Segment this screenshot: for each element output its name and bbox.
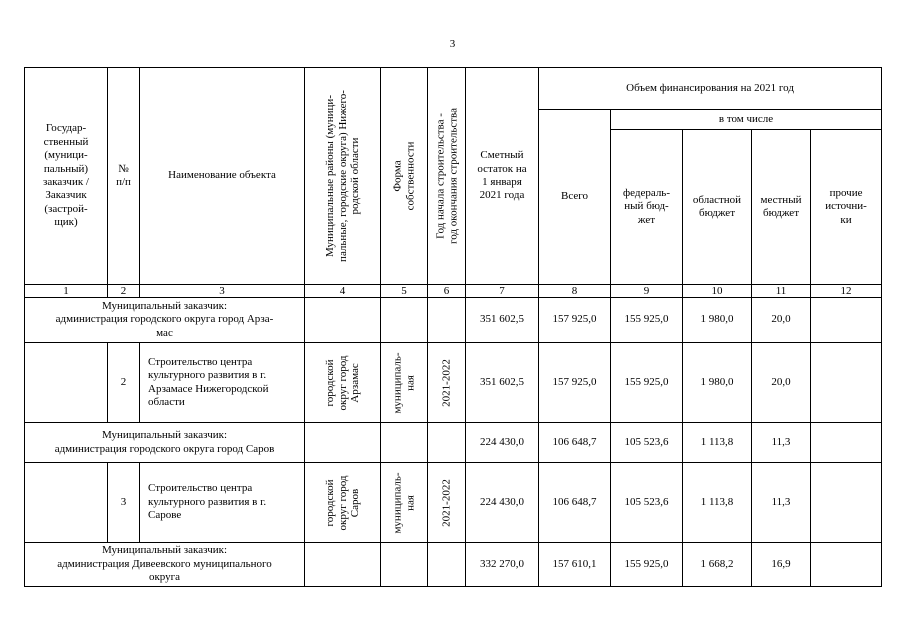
empty-cell [428, 423, 466, 463]
local-value: 20,0 [752, 343, 811, 423]
object-ownership: муниципаль- ная [381, 463, 428, 543]
header-years: Год начала строительства - год окончания строительства [428, 68, 466, 285]
regional-value: 1 980,0 [683, 343, 752, 423]
object-number: 2 [108, 343, 140, 423]
object-row [25, 343, 882, 423]
empty-cell [305, 298, 381, 343]
local-value: 20,0 [752, 298, 811, 343]
header-local: местный бюджет [752, 130, 811, 285]
total-value: 106 648,7 [539, 463, 611, 543]
empty-cell [25, 463, 108, 543]
header-customer: Государ- ственный (муници- пальный) заказчик / Заказчик (застрой- щик) [25, 68, 108, 285]
local-value: 11,3 [752, 423, 811, 463]
header-including: в том числе [611, 110, 882, 130]
other-value [811, 543, 882, 587]
regional-value: 1 980,0 [683, 298, 752, 343]
other-value [811, 463, 882, 543]
header-number: № п/п [108, 68, 140, 285]
balance-value: 332 270,0 [466, 543, 539, 587]
page-number: 3 [449, 38, 456, 50]
empty-cell [381, 298, 428, 343]
object-years: 2021-2022 [428, 463, 466, 543]
regional-value: 1 113,8 [683, 463, 752, 543]
customer-name: Муниципальный заказчик: администрация городского округа город Арза- мас [25, 298, 305, 343]
empty-cell [305, 543, 381, 587]
column-number: 4 [305, 285, 381, 298]
object-district: городской округ город Арзамас [305, 343, 381, 423]
column-number: 12 [811, 285, 882, 298]
header-balance: Сметный остаток на 1 января 2021 года [466, 68, 539, 285]
financing-table [24, 67, 882, 587]
total-value: 157 610,1 [539, 543, 611, 587]
other-value [811, 343, 882, 423]
customer-name: Муниципальный заказчик: администрация городского округа город Саров [25, 423, 305, 463]
column-number: 9 [611, 285, 683, 298]
column-number: 7 [466, 285, 539, 298]
header-other: прочие источни- ки [811, 130, 882, 285]
federal-value: 105 523,6 [611, 463, 683, 543]
object-years: 2021-2022 [428, 343, 466, 423]
header-funding: Объем финансирования на 2021 год [539, 68, 882, 110]
balance-value: 224 430,0 [466, 463, 539, 543]
customer-row [25, 543, 882, 587]
header-federal: федераль- ный бюд- жет [611, 130, 683, 285]
federal-value: 155 925,0 [611, 543, 683, 587]
column-number: 3 [140, 285, 305, 298]
customer-row [25, 298, 882, 343]
column-number: 10 [683, 285, 752, 298]
local-value: 16,9 [752, 543, 811, 587]
customer-name: Муниципальный заказчик: администрация Дивеевского муниципального округа [25, 543, 305, 587]
empty-cell [381, 423, 428, 463]
object-name: Строительство центра культурного развития в г. Сарове [140, 463, 305, 543]
column-number: 8 [539, 285, 611, 298]
header-districts: Муниципальные районы (муници- пальные, городские округа) Нижего- родской области [305, 68, 381, 285]
other-value [811, 423, 882, 463]
object-district: городской округ город Саров [305, 463, 381, 543]
balance-value: 224 430,0 [466, 423, 539, 463]
object-name: Строительство центра культурного развития в г. Арзамасе Нижегородской области [140, 343, 305, 423]
column-number: 6 [428, 285, 466, 298]
federal-value: 105 523,6 [611, 423, 683, 463]
header-total: Всего [539, 110, 611, 285]
total-value: 157 925,0 [539, 343, 611, 423]
header-object-name: Наименование объекта [140, 68, 305, 285]
header-regional: областной бюджет [683, 130, 752, 285]
empty-cell [428, 298, 466, 343]
empty-cell [305, 423, 381, 463]
empty-cell [25, 343, 108, 423]
balance-value: 351 602,5 [466, 298, 539, 343]
header-ownership: Форма собственности [381, 68, 428, 285]
regional-value: 1 113,8 [683, 423, 752, 463]
balance-value: 351 602,5 [466, 343, 539, 423]
header-row-1 [25, 68, 882, 110]
total-value: 106 648,7 [539, 423, 611, 463]
object-ownership: муниципаль- ная [381, 343, 428, 423]
empty-cell [381, 543, 428, 587]
column-number: 2 [108, 285, 140, 298]
customer-row [25, 423, 882, 463]
empty-cell [428, 543, 466, 587]
total-value: 157 925,0 [539, 298, 611, 343]
regional-value: 1 668,2 [683, 543, 752, 587]
federal-value: 155 925,0 [611, 343, 683, 423]
column-number: 1 [25, 285, 108, 298]
column-number: 11 [752, 285, 811, 298]
object-row [25, 463, 882, 543]
column-number: 5 [381, 285, 428, 298]
local-value: 11,3 [752, 463, 811, 543]
column-number-row [25, 285, 882, 298]
federal-value: 155 925,0 [611, 298, 683, 343]
other-value [811, 298, 882, 343]
object-number: 3 [108, 463, 140, 543]
